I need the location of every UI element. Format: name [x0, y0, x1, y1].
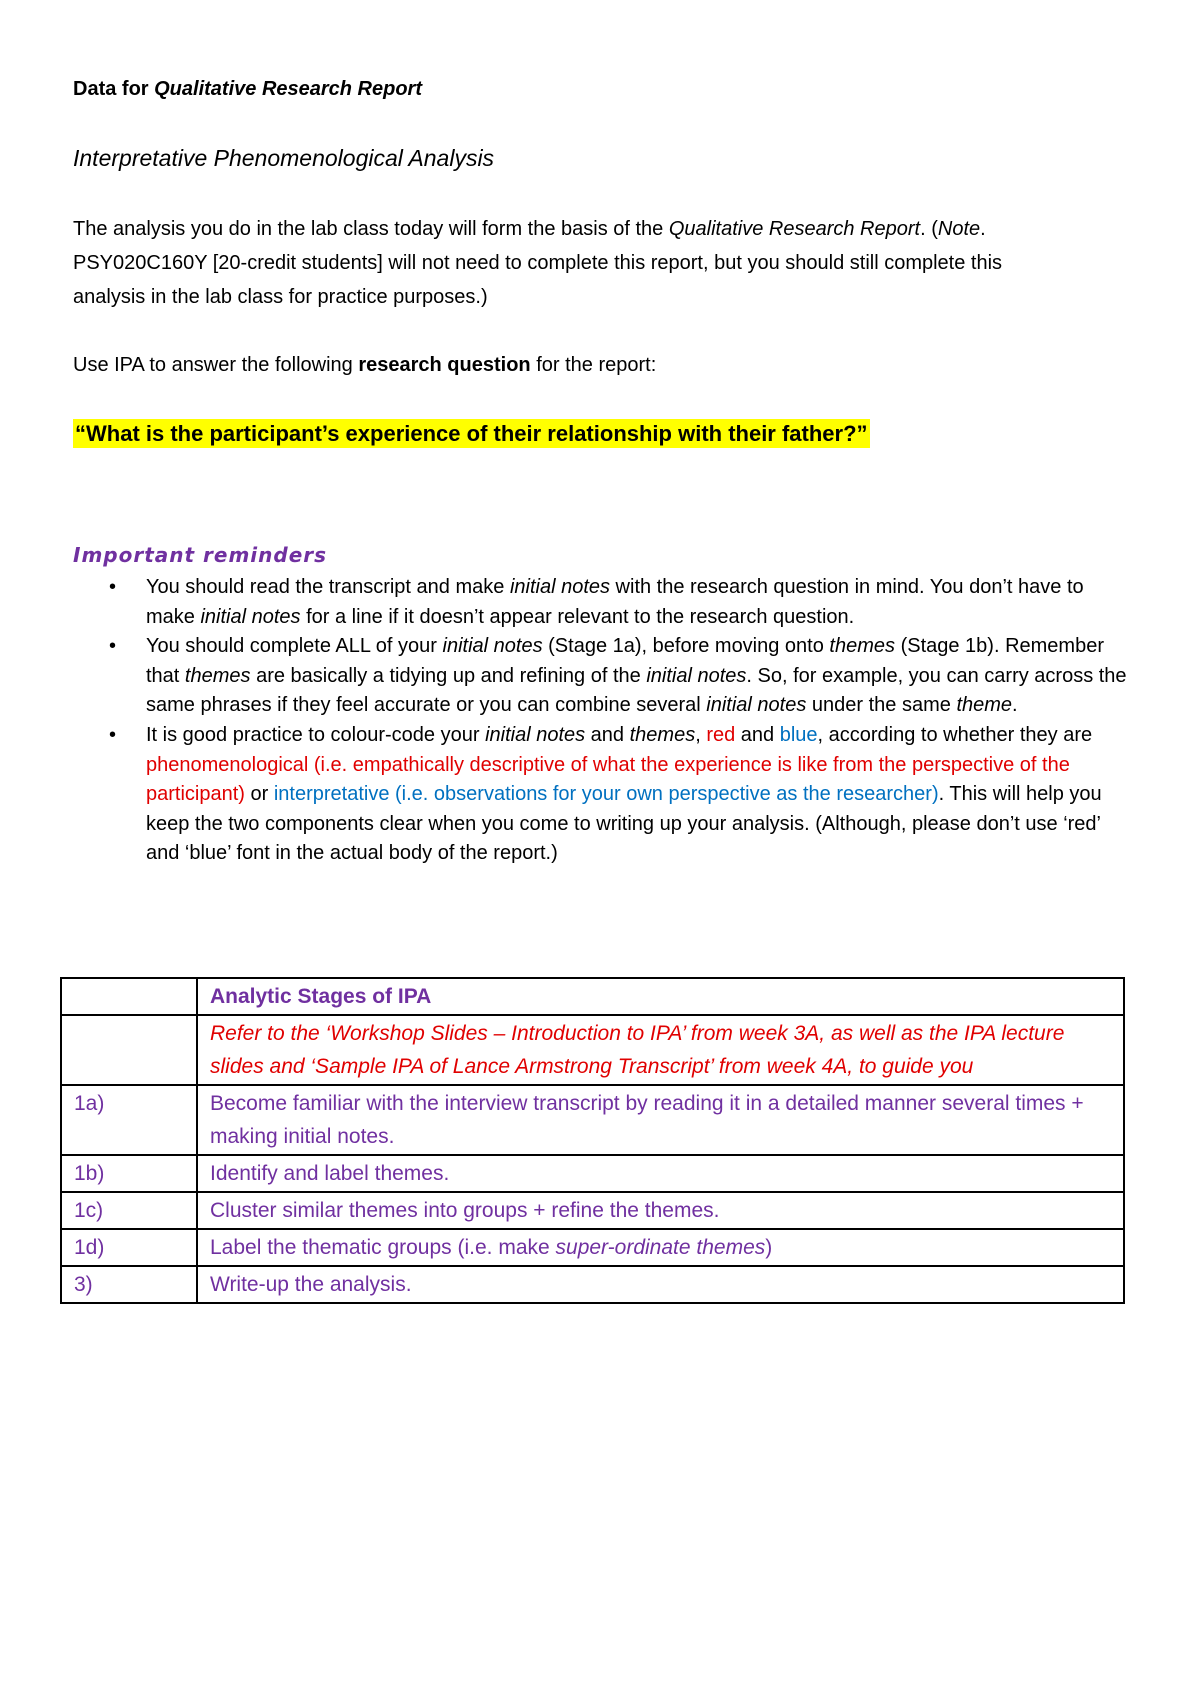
stage-number: 1a)	[61, 1085, 197, 1155]
research-question-label	[73, 350, 656, 380]
table-row	[61, 1015, 1124, 1085]
table-row	[61, 1085, 1124, 1155]
table-heading: Analytic Stages of IPA	[197, 978, 1124, 1015]
intro-report-name: Qualitative Research Report	[668, 218, 921, 240]
title-prefix: Data for	[73, 78, 155, 100]
stage-description: Become familiar with the interview transcript by reading it in a detailed manner several times + making initial notes.	[197, 1085, 1124, 1155]
intro-paragraph	[73, 212, 1153, 314]
intro-text-1: The analysis you do in the lab class today will form the basis of the	[73, 218, 669, 240]
bullet-icon: •	[109, 576, 117, 598]
reminders-heading: Important reminders	[73, 543, 328, 567]
table-row	[61, 978, 1124, 1015]
intro-text-1b: . (	[920, 218, 938, 240]
phenomenological-text: phenomenological (i.e. empathically descriptive of what the experience is like from the perspective of the participant)	[146, 753, 1070, 806]
reminders-list	[73, 573, 1133, 869]
analytic-stages-table	[60, 977, 1125, 1304]
stage-number: 1b)	[61, 1155, 197, 1192]
red-word: red	[706, 723, 736, 746]
research-question	[73, 418, 870, 450]
rq-bold: research question	[358, 354, 531, 376]
blue-word: blue	[779, 723, 818, 746]
intro-note-word: Note	[937, 218, 981, 240]
table-row	[61, 1229, 1124, 1266]
document-title	[73, 74, 422, 104]
title-italic: Qualitative Research Report	[154, 78, 422, 100]
stage-number: 1d)	[61, 1229, 197, 1266]
table-row	[61, 1192, 1124, 1229]
intro-text-1c: .	[980, 218, 986, 240]
intro-text-2: PSY020C160Y [20-credit students] will not need to complete this report, but you should still complete this	[73, 252, 1003, 274]
stage-description: Identify and label themes.	[197, 1155, 1124, 1192]
interpretative-text: interpretative (i.e. observations for your own perspective as the researcher)	[273, 783, 939, 806]
table-row	[61, 1155, 1124, 1192]
stage-number: 3)	[61, 1266, 197, 1303]
intro-text-3: analysis in the lab class for practice purposes.)	[73, 286, 488, 308]
research-question-highlight: “What is the participant’s experience of their relationship with their father?”	[75, 421, 868, 446]
table-cell-empty	[61, 978, 197, 1015]
reminder-item: • You should complete ALL of your initial notes (Stage 1a), before moving onto themes (Stage 1b). Remember that themes are basically a tidying up and refining of the initial notes. So, for example, you can carry across the same phrases if they feel accurate or you can combine several initial notes under the same theme.	[73, 632, 1133, 721]
table-row	[61, 1266, 1124, 1303]
stage-description: Label the thematic groups (i.e. make super-ordinate themes)	[197, 1229, 1124, 1266]
stage-number: 1c)	[61, 1192, 197, 1229]
rq-tail: for the report:	[530, 354, 657, 376]
reminder-item: • It is good practice to colour-code your initial notes and themes, red and blue, according to whether they are phenomenological (i.e. empathically descriptive of what the experience is like from the perspective of the participant) or interpretative (i.e. observations for your own perspective as the researcher). This will help you keep the two components clear when you come to writing up your analysis. (Although, please don’t use ‘red’ and ‘blue’ font in the actual body of the report.)	[73, 721, 1133, 869]
stage-description: Write-up the analysis.	[197, 1266, 1124, 1303]
table-cell-empty	[61, 1015, 197, 1085]
table-note: Refer to the ‘Workshop Slides – Introduction to IPA’ from week 3A, as well as the IPA lecture slides and ‘Sample IPA of Lance Armstrong Transcript’ from week 4A, to guide you	[197, 1015, 1124, 1085]
stage-description: Cluster similar themes into groups + refine the themes.	[197, 1192, 1124, 1229]
bullet-icon: •	[109, 635, 117, 658]
document-subtitle: Interpretative Phenomenological Analysis	[73, 145, 495, 171]
bullet-icon: •	[109, 723, 117, 746]
rq-lead: Use IPA to answer the following	[73, 354, 359, 376]
reminder-item: • You should read the transcript and make initial notes with the research question in mind. You don’t have to make initial notes for a line if it doesn’t appear relevant to the research question.	[73, 573, 1133, 632]
